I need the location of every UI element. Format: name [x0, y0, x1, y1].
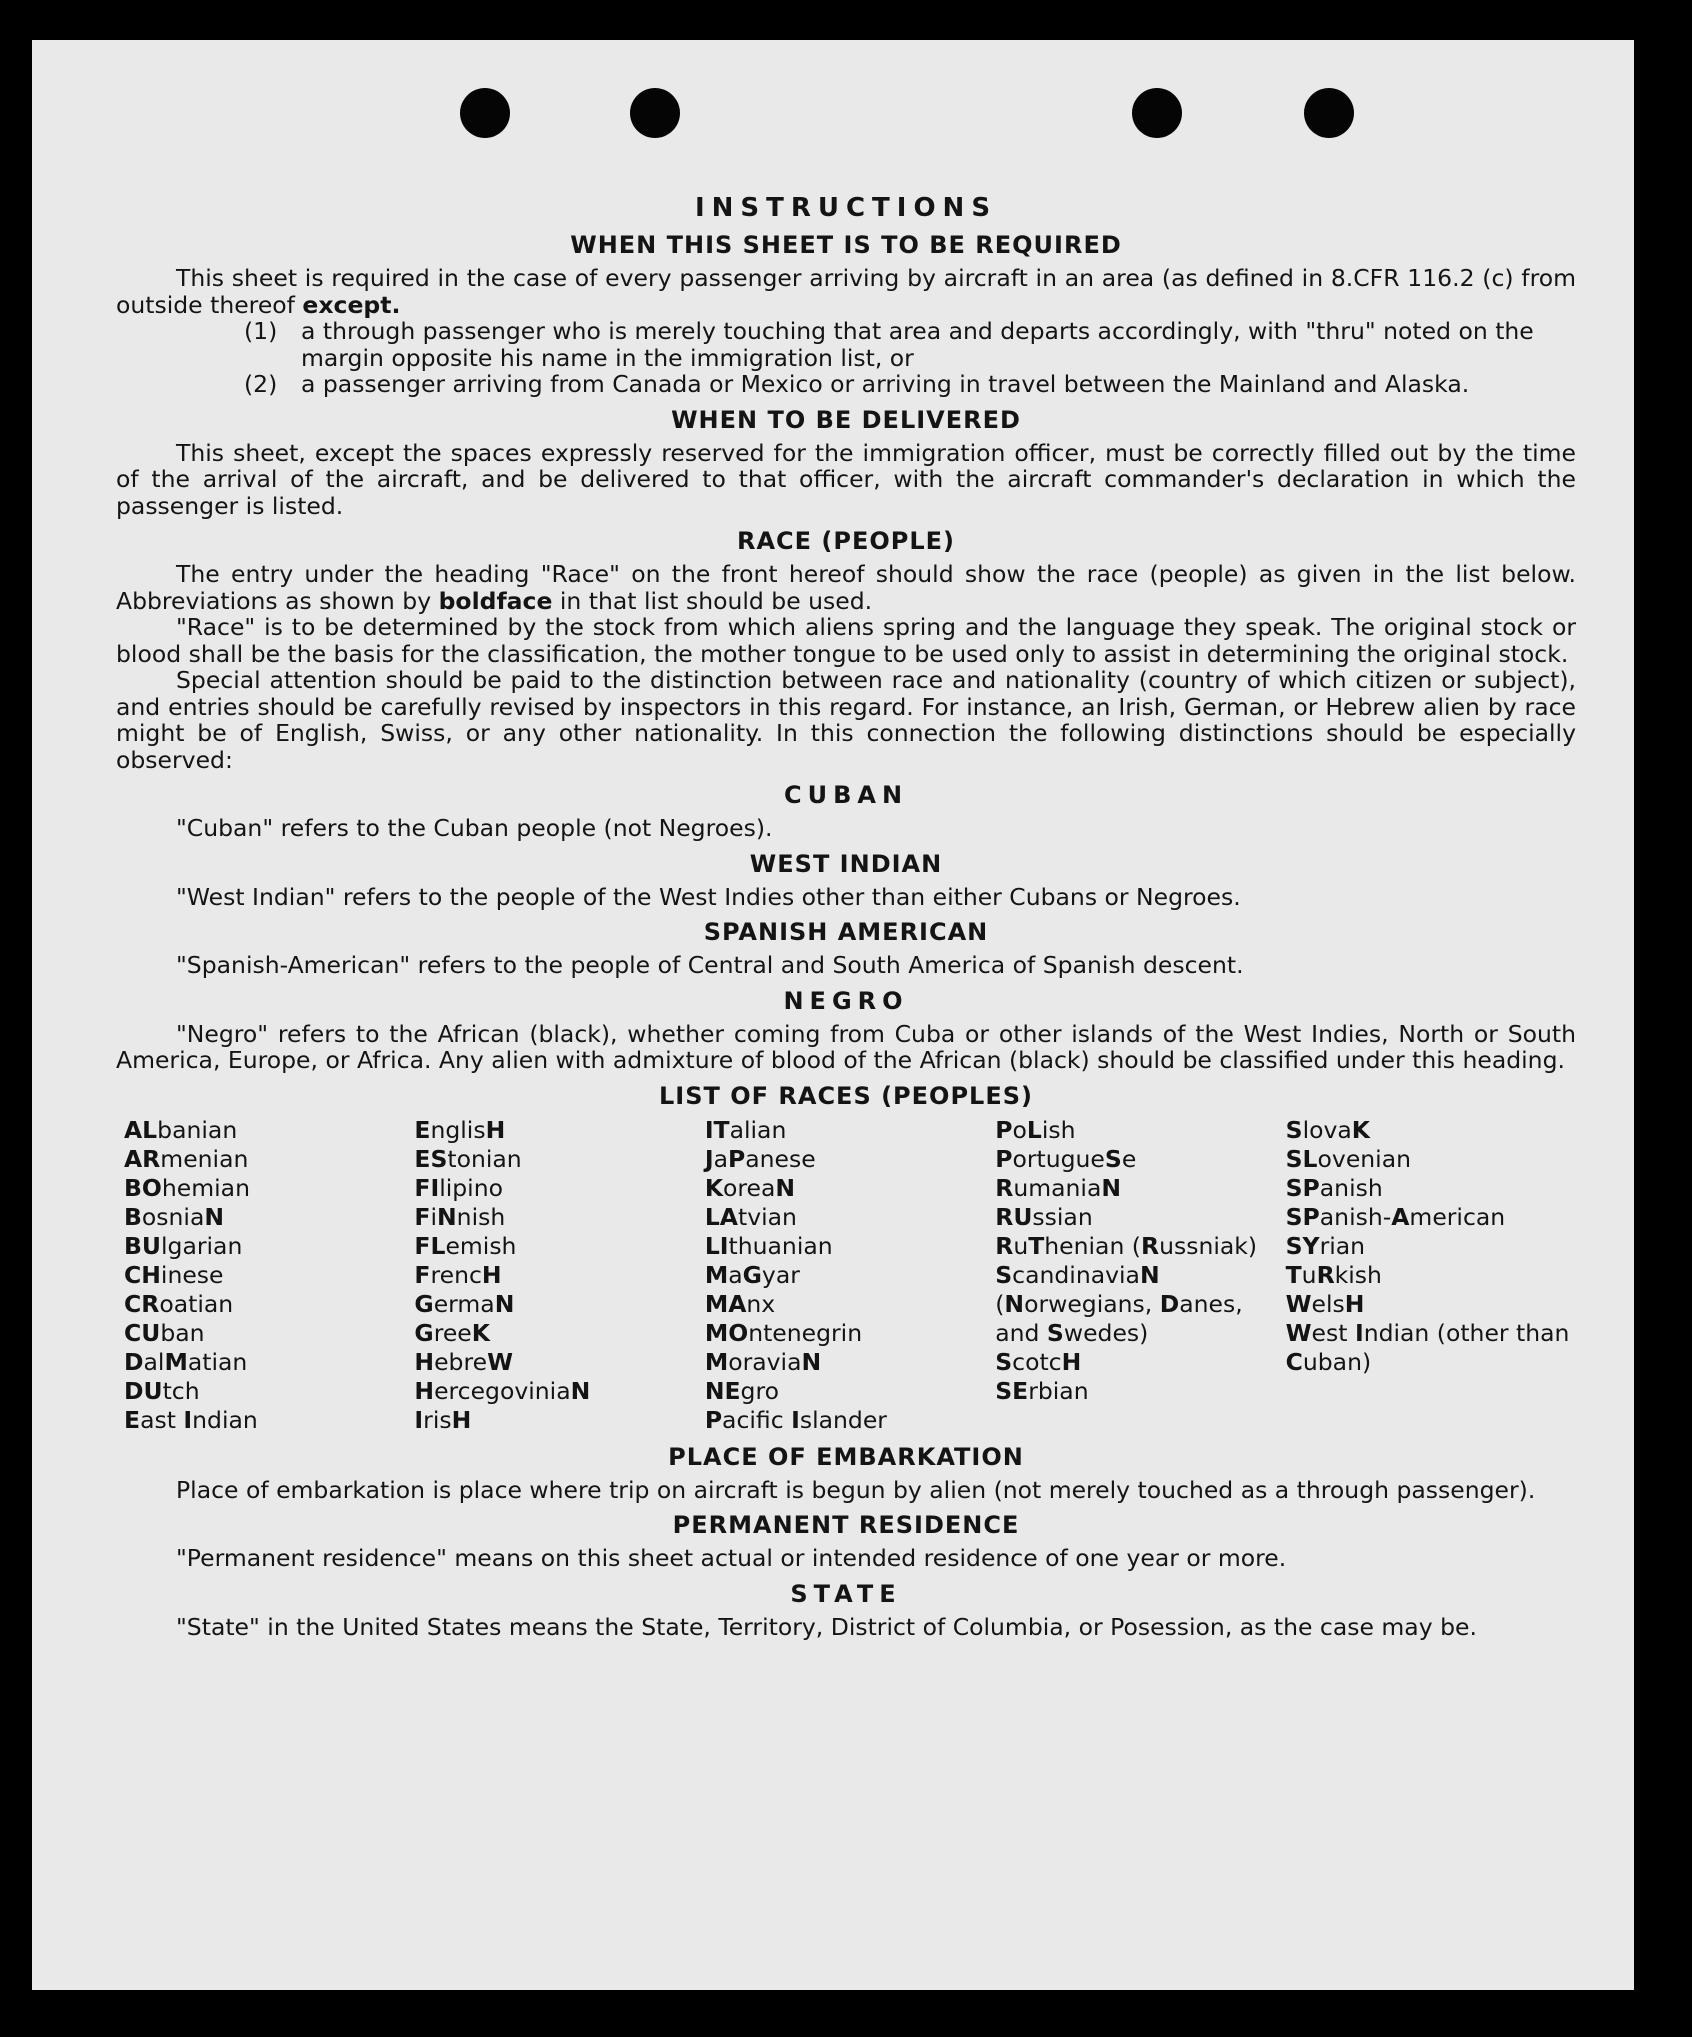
race-entry: JaPanese — [704, 1144, 816, 1173]
section-heading-embarkation: PLACE OF EMBARKATION — [668, 1442, 1024, 1471]
race-paragraph: "Race" is to be determined by the stock from which aliens spring and the language they speak. The original stock or blood shall be the basis for the classification, the mother tongue to be used only to assist in determining the original stock. — [116, 613, 1576, 668]
section-heading-state: STATE — [790, 1579, 902, 1608]
race-entry: SYrian — [1285, 1231, 1366, 1260]
race-entry: ARmenian — [124, 1144, 249, 1173]
race-entry: CHinese — [124, 1260, 224, 1289]
section-heading-negro: NEGRO — [783, 986, 909, 1015]
west-indian-text: "West Indian" refers to the people of the West Indies other than either Cubans or Negroes. — [176, 882, 1241, 911]
race-column — [414, 1116, 704, 1435]
race-entry: Pacific Islander — [704, 1405, 887, 1434]
race-entry: CUban — [124, 1318, 205, 1347]
race-entry: SPanish-American — [1285, 1202, 1506, 1231]
race-paragraph: Special attention should be paid to the distinction between race and nationality (country of which citizen or subject), and entries should be carefully revised by inspectors in this regard. For instance, an Irish, German, or Hebrew alien by race might be of English, Swiss, or any other nationality. In this connection the following distinctions should be especially observed: — [116, 666, 1576, 774]
race-entry: West Indian (other than Cuban) — [1285, 1318, 1570, 1376]
race-entry: LIthuanian — [704, 1231, 833, 1260]
race-entry: RumaniaN — [995, 1173, 1122, 1202]
race-column — [995, 1116, 1285, 1435]
race-entry: BUlgarian — [124, 1231, 243, 1260]
race-entry: HebreW — [414, 1347, 513, 1376]
embarkation-text: Place of embarkation is place where trip on aircraft is begun by alien (not merely touched as a through passenger). — [176, 1475, 1536, 1504]
punch-hole — [1132, 88, 1182, 138]
race-column — [124, 1116, 414, 1435]
race-entry: KoreaN — [704, 1173, 796, 1202]
race-entry: East Indian — [124, 1405, 258, 1434]
race-entry: FrencH — [414, 1260, 502, 1289]
cuban-text: "Cuban" refers to the Cuban people (not Negroes). — [176, 814, 773, 842]
race-entry: SErbian — [995, 1376, 1089, 1405]
race-entry: EStonian — [414, 1144, 522, 1173]
race-entry: ScotcH — [995, 1347, 1082, 1376]
race-entry: TuRkish — [1285, 1260, 1382, 1289]
document-sheet — [32, 40, 1634, 1990]
race-entry: MAnx — [704, 1289, 776, 1318]
section-heading-race: RACE (PEOPLE) — [736, 527, 956, 555]
race-entry: BosniaN — [124, 1202, 225, 1231]
race-entry: LAtvian — [704, 1202, 797, 1231]
race-entry: SPanish — [1285, 1173, 1383, 1202]
race-entry: MaGyar — [704, 1260, 800, 1289]
race-entry: ITalian — [704, 1115, 787, 1144]
spanish-american-text: "Spanish-American" refers to the people of Central and South America of Spanish descent. — [176, 951, 1244, 979]
race-entry: HercegoviniaN — [414, 1376, 591, 1405]
punch-hole — [1304, 88, 1354, 138]
race-entry: MOntenegrin — [704, 1318, 863, 1347]
race-entry: SlovaK — [1285, 1115, 1370, 1144]
race-entry: BOhemian — [124, 1173, 250, 1202]
race-paragraph: The entry under the heading "Race" on the front hereof should show the race (people) as given in the list below. Abbreviations as shown by boldface in that list should be used. — [116, 560, 1576, 615]
punch-hole — [460, 88, 510, 138]
condition-item: (1) a through passenger who is merely touching that area and departs accordingly, with "thru" noted on the margin opposite his name in the immigration list, or — [244, 317, 1534, 372]
section-heading-delivered: WHEN TO BE DELIVERED — [671, 405, 1021, 434]
race-entry: PoLish — [995, 1115, 1076, 1144]
page-title: INSTRUCTIONS — [694, 193, 998, 223]
section-heading-list: LIST OF RACES (PEOPLES) — [659, 1081, 1033, 1110]
instructions-content — [116, 193, 1576, 1640]
race-list — [124, 1116, 1576, 1435]
section-heading-required: WHEN THIS SHEET IS TO BE REQUIRED — [570, 231, 1122, 259]
race-entry: WelsH — [1285, 1289, 1365, 1318]
race-entry: MoraviaN — [704, 1347, 822, 1376]
residence-text: "Permanent residence" means on this sheet actual or intended residence of one year or more. — [176, 1544, 1287, 1572]
race-entry: ALbanian — [124, 1115, 238, 1144]
race-entry: GermaN — [414, 1289, 515, 1318]
section-heading-west-indian: WEST INDIAN — [749, 849, 943, 878]
race-entry: DUtch — [124, 1376, 200, 1405]
state-text: "State" in the United States means the State, Territory, District of Columbia, or Posession, as the case may be. — [176, 1612, 1477, 1641]
race-entry: RuThenian (Russniak) — [995, 1231, 1258, 1260]
race-column — [705, 1116, 995, 1435]
race-column — [1286, 1116, 1576, 1435]
race-entry: EnglisH — [414, 1115, 506, 1144]
section-heading-residence: PERMANENT RESIDENCE — [672, 1511, 1020, 1539]
section-heading-spanish-american: SPANISH AMERICAN — [703, 918, 989, 946]
race-entry: FLemish — [414, 1231, 517, 1260]
race-entry: GreeK — [414, 1318, 490, 1347]
race-entry: FIlipino — [414, 1173, 503, 1202]
race-entry: CRoatian — [124, 1289, 234, 1318]
race-entry: RUssian — [995, 1202, 1093, 1231]
negro-text: "Negro" refers to the African (black), whether coming from Cuba or other islands of the West Indies, North or South America, Europe, or Africa. Any alien with admixture of blood of the African (black) should be classified under this heading. — [116, 1019, 1576, 1074]
section-heading-cuban: CUBAN — [783, 781, 909, 809]
condition-item: (2) a passenger arriving from Canada or Mexico or arriving in travel between the Mainland and Alaska. — [244, 370, 1470, 398]
delivered-text: This sheet, except the spaces expressly reserved for the immigration officer, must be correctly filled out by the time of the arrival of the aircraft, and be delivered to that officer, with the aircraft commander's declaration in which the passenger is listed. — [116, 438, 1576, 520]
race-entry: IrisH — [414, 1405, 472, 1434]
race-entry: PortugueSe — [995, 1144, 1137, 1173]
punch-hole — [630, 88, 680, 138]
race-entry: DalMatian — [124, 1347, 248, 1376]
race-entry: ScandinaviaN (Norwegians, Danes, and Swedes) — [995, 1260, 1243, 1347]
race-entry: NEgro — [704, 1376, 779, 1405]
required-intro: This sheet is required in the case of every passenger arriving by aircraft in an area (as defined in 8.CFR 116.2 (c) from outside thereof except. — [116, 264, 1576, 319]
race-entry: SLovenian — [1285, 1144, 1411, 1173]
race-entry: FiNnish — [414, 1202, 506, 1231]
